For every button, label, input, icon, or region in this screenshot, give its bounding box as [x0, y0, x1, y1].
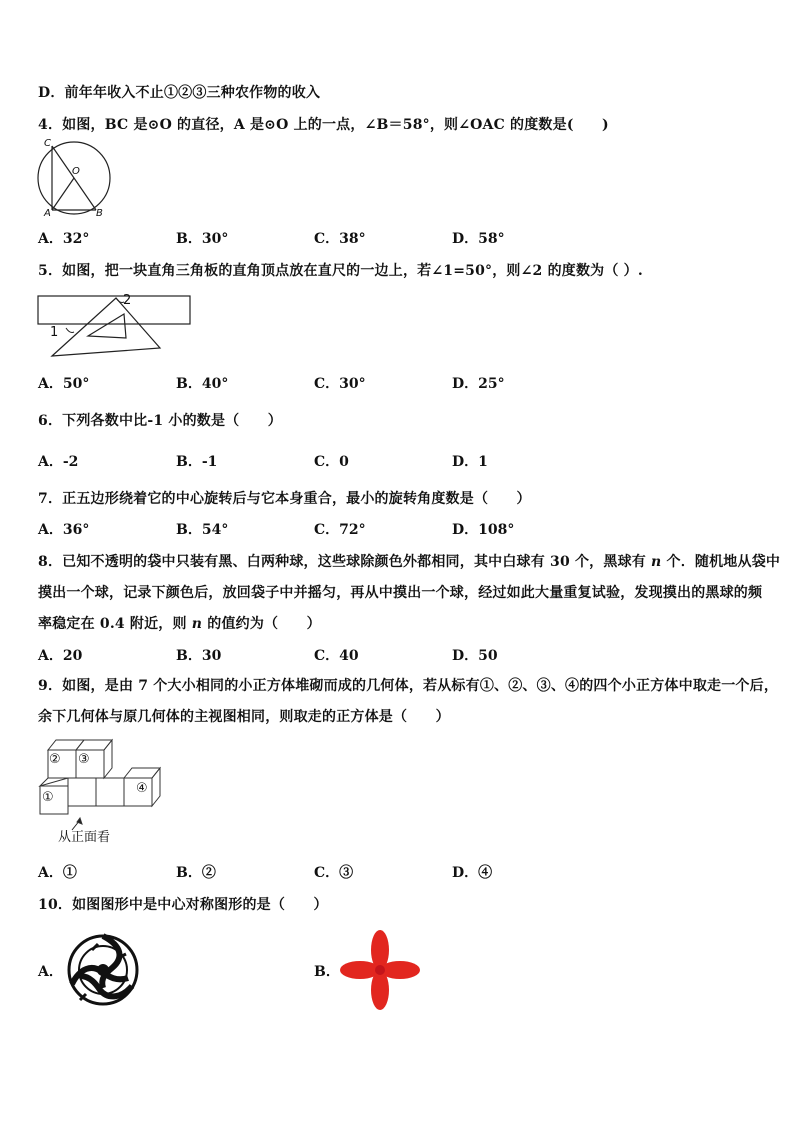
q9-cubes-figure [36, 736, 176, 836]
q10-option-b-image [338, 928, 422, 1012]
q8-line-1: 8．已知不透明的袋中只装有黑、白两种球，这些球除颜色外都相同，其中白球有 30 个，黑球有 n 个．随机地从袋中 [38, 554, 781, 570]
q9-view-label: 从正面看 [58, 830, 111, 845]
q4-option-d: D．58° [452, 231, 505, 247]
q9-line-2: 余下几何体与原几何体的主视图相同，则取走的正方体是（ ） [38, 709, 450, 725]
q6-option-c: C．0 [314, 454, 349, 470]
q9-cube-1-label: ① [42, 790, 54, 805]
q3-option-d: D．前年年收入不止①②③三种农作物的收入 [38, 85, 321, 101]
q7-option-b: B．54° [176, 522, 229, 538]
q8-line-2: 摸出一个球，记录下颜色后，放回袋子中并摇匀，再从中摸出一个球，经过如此大量重复试验，发现摸出的黑球的频 [38, 585, 763, 601]
q6-stem: 6．下列各数中比-1 小的数是（ ） [38, 413, 282, 429]
q8-option-c: C．40 [314, 648, 359, 664]
q7-option-c: C．72° [314, 522, 366, 538]
q4-label-b: B [96, 208, 103, 219]
q9-option-c: C．③ [314, 865, 354, 881]
q9-option-d: D．④ [452, 865, 493, 881]
q10-option-a: A． [38, 964, 63, 980]
q5-option-b: B．40° [176, 376, 229, 392]
q6-option-a: A．-2 [38, 454, 79, 470]
q5-ruler-triangle-figure [36, 288, 196, 360]
q10-option-a-image [62, 928, 144, 1012]
q4-stem: 4．如图，BC 是⊙O 的直径，A 是⊙O 上的一点，∠B＝58°，则∠OAC 的度数是( ) [38, 117, 609, 133]
q4-option-b: B．30° [176, 231, 229, 247]
q8-option-b: B．30 [176, 648, 222, 664]
q9-cube-4-label: ④ [136, 781, 148, 796]
q5-stem: 5．如图，把一块直角三角板的直角顶点放在直尺的一边上，若∠1=50°，则∠2 的度数为（ ）. [38, 263, 643, 279]
q10-stem: 10．如图图形中是中心对称图形的是（ ） [38, 897, 328, 913]
q8-option-a: A．20 [38, 648, 83, 664]
q8-line-3: 率稳定在 0.4 附近，则 n 的值约为（ ） [38, 616, 321, 632]
q4-label-c: C [44, 138, 51, 149]
q9-option-a: A．① [38, 865, 77, 881]
q6-option-d: D．1 [452, 454, 488, 470]
q5-angle-1-label: 1 [50, 325, 59, 340]
q5-option-a: A．50° [38, 376, 90, 392]
q9-line-1: 9．如图，是由 7 个大小相同的小正方体堆砌而成的几何体，若从标有①、②、③、④的四个小正方体中取走一个后， [38, 678, 779, 694]
q9-cube-3-label: ③ [78, 752, 90, 767]
q4-label-a: A [44, 208, 51, 219]
q5-option-d: D．25° [452, 376, 505, 392]
q5-angle-2-label: 2 [123, 293, 132, 308]
q9-option-b: B．② [176, 865, 216, 881]
q7-option-a: A．36° [38, 522, 90, 538]
q4-option-c: C．38° [314, 231, 366, 247]
q4-option-a: A．32° [38, 231, 90, 247]
q6-option-b: B．-1 [176, 454, 218, 470]
q9-cube-2-label: ② [49, 752, 61, 767]
q7-stem: 7．正五边形绕着它的中心旋转后与它本身重合，最小的旋转角度数是（ ） [38, 491, 531, 507]
q8-option-d: D．50 [452, 648, 498, 664]
q7-option-d: D．108° [452, 522, 515, 538]
q10-option-b: B． [314, 964, 340, 980]
q5-option-c: C．30° [314, 376, 366, 392]
q4-label-o: O [72, 166, 80, 177]
